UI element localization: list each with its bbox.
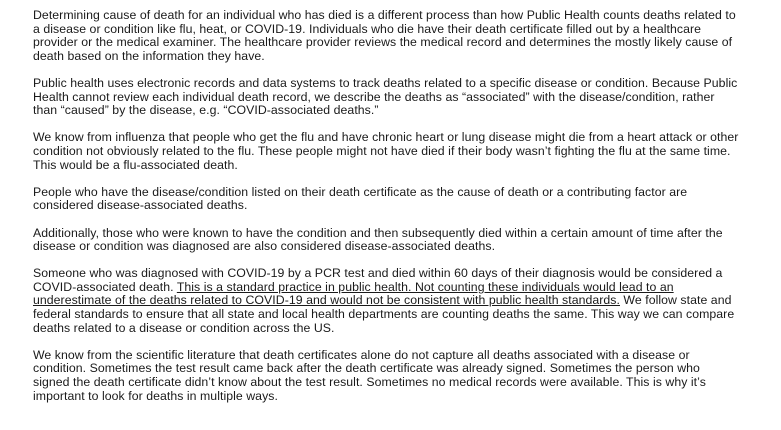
paragraph-covid-definition bbox=[33, 267, 739, 335]
federal-standards-text: We follow state and federal standards to ensure that all state and local health departments are counting deaths the same. This way we can compare deaths related to a disease or condition across the US. bbox=[33, 293, 735, 335]
paragraph-time-window: Additionally, those who were known to have the condition and then subsequently died within a certain amount of time after the disease or condition was diagnosed are also considered disease-associated deaths. bbox=[33, 225, 723, 254]
standard-practice-underlined-text: This is a standard practice in public health. Not counting these individuals would lead to an underestimate of the deaths related to COVID-19 and would not be consistent with public health standards. bbox=[33, 279, 674, 308]
paragraph-influenza-example: We know from influenza that people who get the flu and have chronic heart or lung disease might die from a heart attack or other condition not obviously related to the flu. These people might not have died if their body wasn’t fighting the flu at the same time. This would be a flu-associated death. bbox=[33, 130, 739, 172]
document-body bbox=[33, 9, 739, 403]
paragraph-public-health-records: Public health uses electronic records and data systems to track deaths related to a specific disease or condition. Because Public Health cannot review each individual death record, we describe the deaths as “associated” with the disease/condition, rather than “caused” by the disease, e.g. “COVID-associated deaths.” bbox=[33, 75, 738, 118]
paragraph-cause-of-death: Determining cause of death for an individual who has died is a different process than how Public Health counts deaths related to a disease or condition like flu, heat, or COVID-19. Individuals who die have their death certificate filled out by a healthcare provider or the medical examiner. The healthcare provider reviews the medical record and determines the mostly likely cause of death based on the information they have. bbox=[33, 8, 736, 63]
covid-definition-text: Someone who was diagnosed with COVID-19 by a PCR test and died within 60 days of their diagnosis would be considered a COVID-associated death. bbox=[33, 266, 723, 294]
paragraph-scientific-literature: We know from the scientific literature that death certificates alone do not capture all deaths associated with a disease or condition. Sometimes the test result came back after the death certificate was already signed. Sometimes the person who signed the death certificate didn’t know about the test result. Sometimes no medical records were available. This is why it’s important to look for deaths in multiple ways. bbox=[33, 347, 706, 403]
paragraph-death-certificate-listing: People who have the disease/condition listed on their death certificate as the cause of death or a contributing factor are considered disease-associated deaths. bbox=[33, 184, 688, 213]
